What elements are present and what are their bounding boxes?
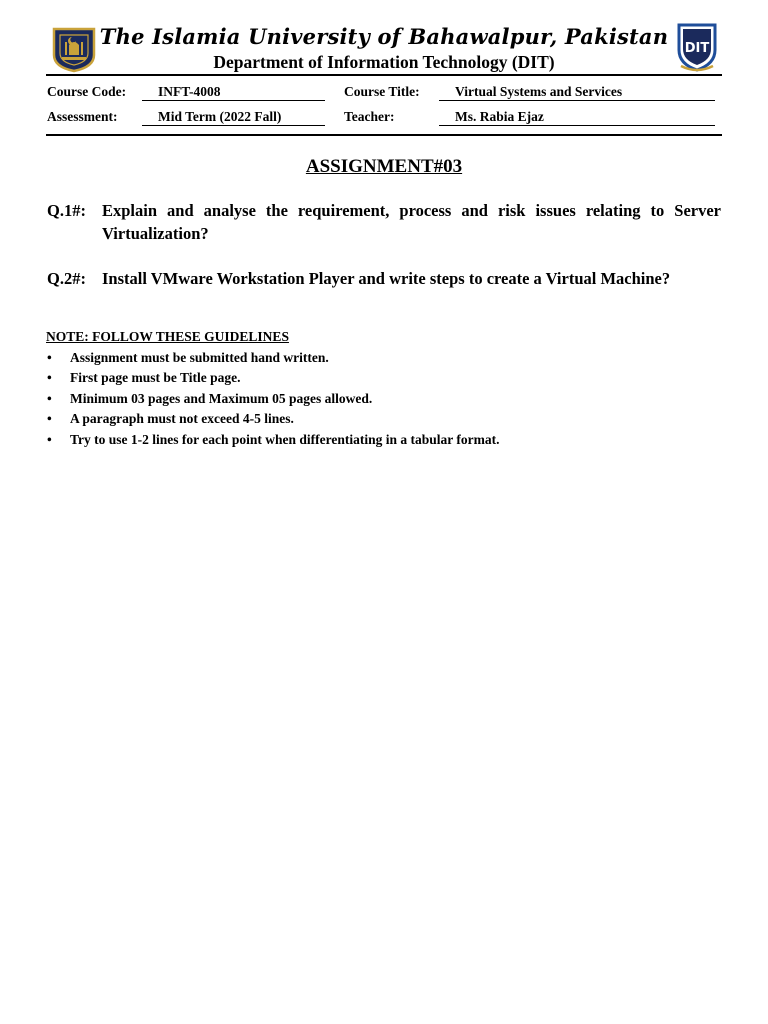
- info-row-assessment: [0, 109, 768, 127]
- list-item: [46, 389, 722, 409]
- question-1: [0, 199, 768, 247]
- question-number: Q.1#:: [47, 201, 86, 220]
- bullet-icon: •: [47, 370, 52, 386]
- assignment-title: ASSIGNMENT#03: [305, 156, 463, 177]
- question-2: [0, 267, 768, 291]
- guideline-text: A paragraph must not exceed 4-5 lines.: [70, 411, 294, 427]
- list-item: [46, 348, 722, 368]
- question-text: Install VMware Workstation Player and write steps to create a Virtual Machine?: [102, 269, 671, 288]
- list-item: [46, 368, 722, 388]
- department-title: Department of Information Technology (DIT): [213, 52, 555, 72]
- dit-shield-logo: [673, 22, 721, 74]
- guideline-text: Assignment must be submitted hand written.: [70, 350, 329, 365]
- course-code-value: INFT-4008: [142, 84, 325, 101]
- course-title-value: Virtual Systems and Services: [439, 84, 715, 101]
- bullet-icon: •: [47, 350, 52, 365]
- info-divider: [46, 134, 722, 136]
- header-divider: [46, 74, 722, 76]
- bullet-icon: •: [47, 431, 52, 447]
- list-item: [46, 409, 722, 429]
- assessment-value: Mid Term (2022 Fall): [142, 109, 325, 126]
- question-text: Explain and analyse the requirement, process and risk issues relating to Server Virtualization?: [102, 201, 721, 243]
- course-title-label: Course Title:: [344, 84, 420, 99]
- guideline-text: First page must be Title page.: [70, 370, 241, 386]
- list-item: [46, 430, 722, 450]
- dit-logo-text: DIT: [684, 41, 710, 56]
- question-number: Q.2#:: [47, 269, 86, 288]
- university-title: The Islamia University of Bahawalpur, Pakistan: [99, 24, 669, 49]
- assessment-label: Assessment:: [47, 109, 118, 124]
- bullet-icon: •: [47, 411, 52, 427]
- note-title: NOTE: FOLLOW THESE GUIDELINES: [46, 329, 289, 344]
- info-row-course: [0, 84, 768, 102]
- course-code-label: Course Code:: [47, 84, 127, 99]
- guideline-text: Minimum 03 pages and Maximum 05 pages allowed.: [70, 390, 373, 406]
- teacher-value: Ms. Rabia Ejaz: [439, 109, 715, 126]
- guidelines-list: [46, 348, 722, 450]
- teacher-label: Teacher:: [344, 109, 395, 124]
- bullet-icon: •: [47, 390, 52, 406]
- guideline-text: Try to use 1-2 lines for each point when differentiating in a tabular format.: [70, 431, 500, 447]
